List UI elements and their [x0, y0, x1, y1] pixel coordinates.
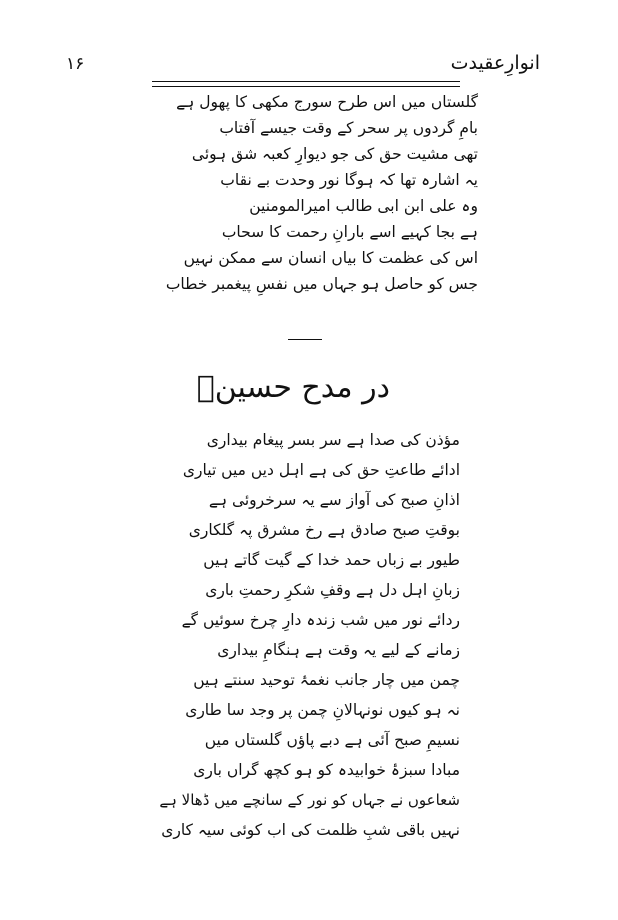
header-rule-bottom [152, 86, 460, 87]
verse-line: چمن میں چار جانب نغمۂ توحید سنتے ہیں [193, 671, 460, 689]
verse-line: نہیں باقی شبِ ظلمت کی اب کوئی سیہ کاری [161, 821, 460, 839]
verse-line: شعاعوں نے جہاں کو نور کے سانچے میں ڈھالا ہے [159, 791, 460, 809]
section-title: در مدح حسینؑ [196, 370, 390, 405]
verse-line: بوقتِ صبح صادق ہے رخ مشرق پہ گلکاری [188, 521, 460, 539]
verse-line: طیور بے زباں حمد خدا کے گیت گاتے ہیں [203, 551, 460, 569]
verse-line: ردائے نور میں شب زندہ دارِ چرخ سوئیں گے [181, 611, 460, 629]
verse-line: وہ علی ابن ابی طالب امیرالمومنین [249, 197, 478, 215]
separator-rule [288, 339, 322, 340]
poem-husain [150, 428, 460, 868]
verse-line: زمانے کے لیے یہ وقت ہے ہنگامِ بیداری [217, 641, 460, 659]
verse-line: مؤذن کی صدا ہے سر بسر پیغام بیداری [206, 431, 460, 449]
verse-line: جس کو حاصل ہو جہاں میں نفسِ پیغمبر خطاب [165, 275, 478, 293]
verse-line: گلستاں میں اس طرح سورج مکھی کا پھول ہے [176, 93, 478, 111]
verse-line: نسیمِ صبح آئی ہے دبے پاؤں گلستاں میں [204, 731, 460, 749]
verse-line: اذانِ صبح کی آواز سے یہ سرخروئی ہے [208, 491, 460, 509]
verse-line: یہ اشارہ تھا کہ ہوگا نور وحدت بے نقاب [220, 171, 478, 189]
verse-line: ہے بجا کہیے اسے بارانِ رحمت کا سحاب [221, 223, 478, 241]
running-title: انوارِعقیدت [450, 52, 540, 74]
verse-line: اس کی عظمت کا بیاں انسان سے ممکن نہیں [183, 249, 478, 267]
verse-line: ادائے طاعتِ حق کی ہے اہل دیں میں تیاری [182, 461, 460, 479]
verse-line: زبانِ اہل دل ہے وقفِ شکرِ رحمتِ باری [205, 581, 460, 599]
verse-line: بامِ گردوں پر سحر کے وقت جیسے آفتاب [219, 119, 478, 137]
header-rule-top [152, 81, 460, 82]
poem-ali [120, 90, 478, 330]
verse-line: مبادا سبزۂ خوابیدہ کو ہو کچھ گراں باری [193, 761, 460, 779]
verse-line: نہ ہو کیوں نونہالانِ چمن پر وجد سا طاری [185, 701, 460, 719]
page-number: ۱۶ [66, 54, 85, 74]
verse-line: تھی مشیت حق کی جو دیوارِ کعبہ شق ہوئی [191, 145, 478, 163]
